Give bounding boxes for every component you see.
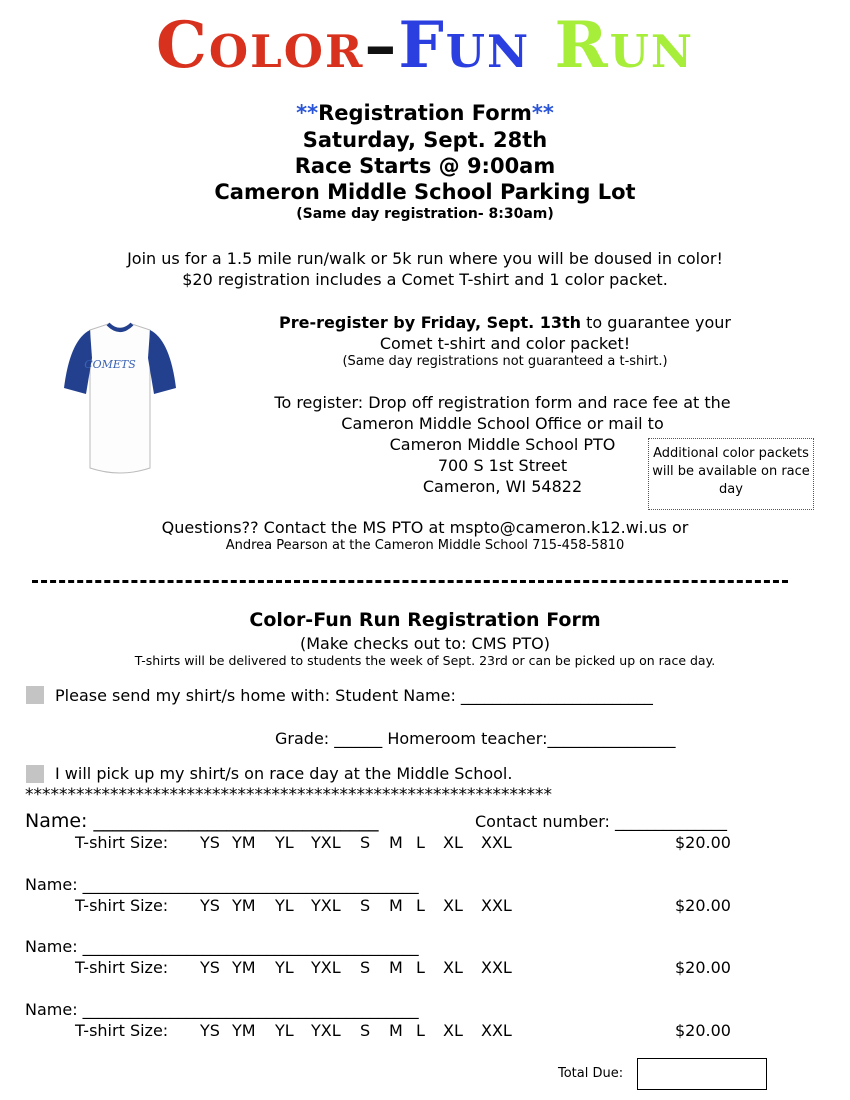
size-option-l[interactable]: L: [416, 896, 425, 915]
size-option-l[interactable]: L: [416, 958, 425, 977]
preregister-line-2: Comet t-shirt and color packet!: [379, 334, 631, 353]
tshirt-size-label: T-shirt Size:: [75, 896, 169, 915]
size-option-s[interactable]: S: [360, 1021, 371, 1040]
size-option-m[interactable]: M: [389, 958, 403, 977]
preregister-rest: to guarantee your: [581, 313, 731, 332]
size-option-yl[interactable]: YL: [275, 1021, 294, 1040]
size-option-m[interactable]: M: [389, 896, 403, 915]
shirt-price: $20.00: [675, 896, 731, 915]
size-option-xxl[interactable]: XXL: [481, 958, 512, 977]
pickup-checkbox[interactable]: [26, 765, 44, 783]
size-option-xl[interactable]: XL: [443, 833, 463, 852]
preregister-line-1: [240, 312, 770, 333]
size-option-m[interactable]: M: [389, 833, 403, 852]
same-day-registration: (Same day registration- 8:30am): [296, 206, 554, 222]
size-option-xxl[interactable]: XXL: [481, 1021, 512, 1040]
preregister-note: (Same day registrations not guaranteed a t-shirt.): [342, 354, 668, 369]
cut-line-divider: [32, 580, 788, 583]
delivery-note: T-shirts will be delivered to students the week of Sept. 23rd or can be picked up on race day.: [134, 653, 716, 668]
size-option-yxl[interactable]: YXL: [311, 833, 341, 852]
race-start: Race Starts @ 9:00am: [294, 154, 556, 178]
event-date: Saturday, Sept. 28th: [302, 128, 548, 152]
title-run: Run: [554, 8, 695, 83]
grade-homeroom-line: Grade: ______ Homeroom teacher:________________: [275, 729, 676, 748]
size-option-yxl[interactable]: YXL: [311, 958, 341, 977]
size-option-s[interactable]: S: [360, 896, 371, 915]
size-option-xxl[interactable]: XXL: [481, 833, 512, 852]
form-title: Color-Fun Run Registration Form: [249, 609, 601, 631]
size-option-yl[interactable]: YL: [275, 833, 294, 852]
pickup-option: I will pick up my shirt/s on race day at the Middle School.: [55, 764, 513, 783]
tshirt-size-label: T-shirt Size:: [75, 833, 169, 852]
tshirt-image: [60, 318, 180, 478]
size-option-l[interactable]: L: [416, 1021, 425, 1040]
intro-line-2: $20 registration includes a Comet T-shirt and 1 color packet.: [182, 270, 668, 289]
intro-line-1: Join us for a 1.5 mile run/walk or 5k run where you will be doused in color!: [127, 249, 723, 268]
size-option-yl[interactable]: YL: [275, 958, 294, 977]
total-due-label: Total Due:: [558, 1066, 624, 1081]
registration-form-heading: [0, 100, 850, 127]
checks-payable: (Make checks out to: CMS PTO): [299, 634, 551, 653]
shirt-price: $20.00: [675, 833, 731, 852]
shirt-price: $20.00: [675, 958, 731, 977]
shirt-logo-text: COMETS: [84, 358, 136, 371]
register-line-1: To register: Drop off registration form and race fee at the: [274, 393, 731, 412]
address-line-2: 700 S 1st Street: [437, 456, 568, 475]
tshirt-size-label: T-shirt Size:: [75, 958, 169, 977]
size-option-xl[interactable]: XL: [443, 1021, 463, 1040]
name-field-4[interactable]: Name: __________________________________________: [25, 1000, 419, 1019]
stars-right: **: [531, 101, 554, 125]
questions-line-1: Questions?? Contact the MS PTO at mspto@cameron.k12.wi.us or: [161, 518, 689, 537]
register-line-2: Cameron Middle School Office or mail to: [341, 414, 664, 433]
size-option-xl[interactable]: XL: [443, 958, 463, 977]
event-title: [0, 4, 850, 88]
size-option-yxl[interactable]: YXL: [311, 1021, 341, 1040]
size-option-ys[interactable]: YS: [200, 896, 220, 915]
size-option-m[interactable]: M: [389, 1021, 403, 1040]
preregister-deadline: Pre-register by Friday, Sept. 13th: [279, 313, 582, 332]
stars-left: **: [296, 101, 319, 125]
shirt-price: $20.00: [675, 1021, 731, 1040]
name-field-3[interactable]: Name: __________________________________________: [25, 937, 419, 956]
size-option-ys[interactable]: YS: [200, 958, 220, 977]
name-field-2[interactable]: Name: __________________________________________: [25, 875, 419, 894]
address-line-1: Cameron Middle School PTO: [389, 435, 616, 454]
title-color: Color: [155, 8, 365, 83]
color-packets-callout: Additional color packets will be available on race day: [648, 438, 814, 510]
event-location: Cameron Middle School Parking Lot: [214, 180, 636, 204]
send-home-option: Please send my shirt/s home with: Student Name: ________________________: [55, 686, 653, 705]
size-option-yl[interactable]: YL: [275, 896, 294, 915]
size-option-yxl[interactable]: YXL: [311, 896, 341, 915]
total-due-box[interactable]: [637, 1058, 767, 1090]
send-home-checkbox[interactable]: [26, 686, 44, 704]
size-option-ys[interactable]: YS: [200, 833, 220, 852]
size-option-ym[interactable]: YM: [232, 1021, 256, 1040]
address-line-3: Cameron, WI 54822: [422, 477, 583, 496]
title-fun: Fun: [398, 8, 531, 83]
size-option-ys[interactable]: YS: [200, 1021, 220, 1040]
form-label: Registration Form: [318, 101, 532, 125]
tshirt-size-label: T-shirt Size:: [75, 1021, 169, 1040]
size-option-s[interactable]: S: [360, 833, 371, 852]
star-divider: **************************************************************: [25, 785, 552, 805]
size-option-l[interactable]: L: [416, 833, 425, 852]
title-dash: –: [364, 8, 399, 83]
size-option-ym[interactable]: YM: [232, 958, 256, 977]
size-option-xl[interactable]: XL: [443, 896, 463, 915]
contact-number-field[interactable]: Contact number: ______________: [475, 812, 727, 831]
size-option-xxl[interactable]: XXL: [481, 896, 512, 915]
questions-line-2: Andrea Pearson at the Cameron Middle School 715-458-5810: [225, 538, 625, 553]
size-option-s[interactable]: S: [360, 958, 371, 977]
name-field-1[interactable]: Name: ______________________________: [25, 810, 379, 832]
size-option-ym[interactable]: YM: [232, 833, 256, 852]
size-option-ym[interactable]: YM: [232, 896, 256, 915]
